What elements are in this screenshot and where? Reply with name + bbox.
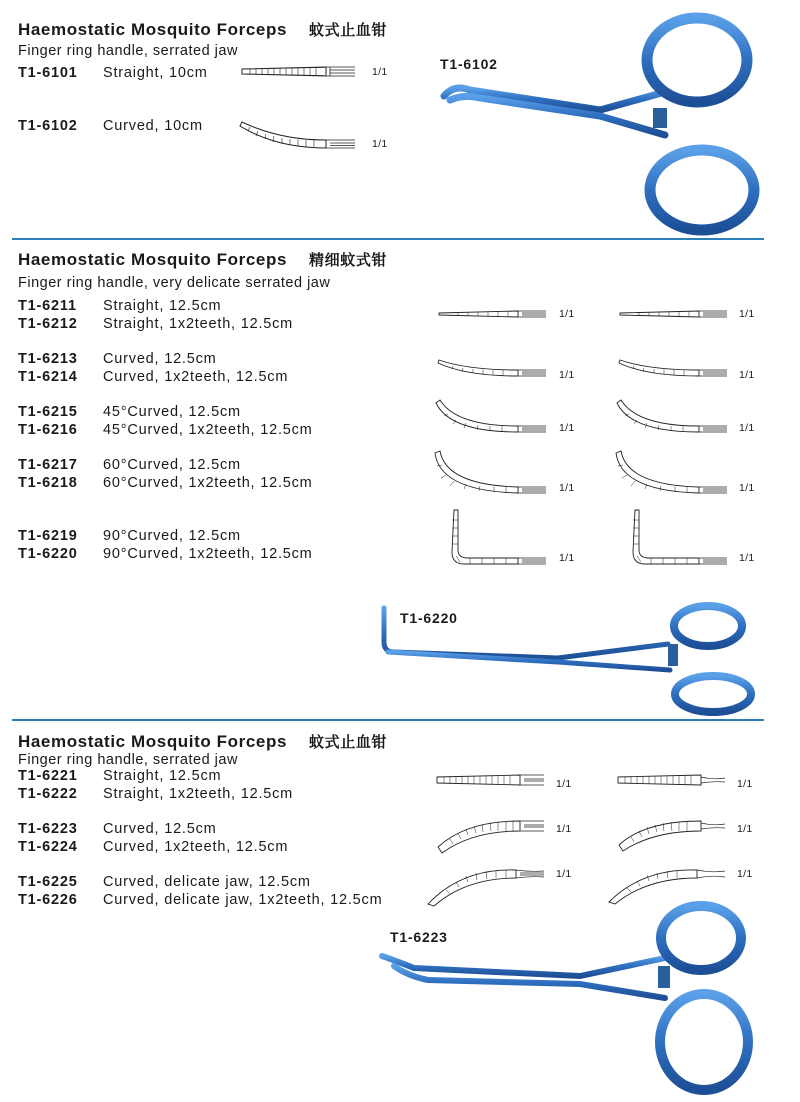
product-row: [18, 528, 241, 544]
product-code: T1-6213: [18, 351, 78, 367]
straight-jaw-teeth-drawing: [617, 773, 729, 787]
product-row: [18, 369, 288, 385]
section-title: [18, 249, 387, 270]
straight-jaw-drawing: [436, 773, 548, 787]
product-row: [18, 351, 217, 367]
90-degree-jaw-teeth-drawing: [629, 508, 731, 566]
product-code: T1-6220: [18, 546, 78, 562]
product-description: Straight, 1x2teeth, 12.5cm: [103, 786, 294, 802]
curved-jaw-drawing: [438, 356, 550, 378]
product-code: T1-6217: [18, 457, 78, 473]
section-subtitle: Finger ring handle, very delicate serrated jaw: [18, 275, 331, 291]
scale-label: 1/1: [737, 868, 753, 880]
product-row: [18, 475, 313, 491]
product-code: T1-6214: [18, 369, 78, 385]
45-degree-jaw-teeth-drawing: [619, 398, 731, 434]
scale-label: 1/1: [372, 66, 388, 78]
scale-label: 1/1: [737, 778, 753, 790]
product-code: T1-6211: [18, 298, 77, 314]
product-description: Straight, 12.5cm: [103, 298, 222, 314]
section-subtitle: Finger ring handle, serrated jaw: [18, 43, 238, 59]
product-code: T1-6225: [18, 874, 78, 890]
product-row: [18, 422, 313, 438]
scale-label: 1/1: [559, 482, 575, 494]
product-description: Curved, 1x2teeth, 12.5cm: [103, 839, 289, 855]
section-title-en: Haemostatic Mosquito Forceps: [18, 732, 288, 751]
scale-label: 1/1: [737, 823, 753, 835]
section-divider: [12, 238, 764, 240]
straight-jaw-drawing: [438, 308, 550, 320]
product-description: 60°Curved, 1x2teeth, 12.5cm: [103, 475, 313, 491]
product-description: Straight, 10cm: [103, 65, 208, 81]
scale-label: 1/1: [739, 422, 755, 434]
section-subtitle: Finger ring handle, serrated jaw: [18, 752, 238, 768]
product-row: [18, 892, 382, 908]
product-row: [18, 298, 221, 314]
product-description: 90°Curved, 12.5cm: [103, 528, 241, 544]
scale-label: 1/1: [556, 868, 572, 880]
section-divider: [12, 719, 764, 721]
product-code: T1-6102: [18, 118, 78, 134]
photo-label: T1-6220: [400, 610, 458, 626]
scale-label: 1/1: [556, 823, 572, 835]
product-row: [18, 768, 221, 784]
product-code: T1-6224: [18, 839, 78, 855]
product-description: Straight, 1x2teeth, 12.5cm: [103, 316, 294, 332]
product-row: [18, 821, 217, 837]
product-row: [18, 316, 293, 332]
product-row: [18, 786, 293, 802]
product-description: Curved, 1x2teeth, 12.5cm: [103, 369, 289, 385]
section-title-en: Haemostatic Mosquito Forceps: [18, 250, 288, 269]
product-code: T1-6101: [18, 65, 78, 81]
product-code: T1-6221: [18, 768, 78, 784]
product-row: [18, 65, 208, 81]
product-code: T1-6226: [18, 892, 78, 908]
product-code: T1-6222: [18, 786, 78, 802]
45-degree-jaw-drawing: [438, 398, 550, 434]
section-title: [18, 731, 387, 752]
product-description: Curved, delicate jaw, 12.5cm: [103, 874, 311, 890]
scale-label: 1/1: [556, 778, 572, 790]
scale-label: 1/1: [559, 308, 575, 320]
product-description: 45°Curved, 1x2teeth, 12.5cm: [103, 422, 313, 438]
product-description: Straight, 12.5cm: [103, 768, 222, 784]
forceps-photo-t1-6223: [380, 900, 765, 1100]
product-code: T1-6212: [18, 316, 78, 332]
scale-label: 1/1: [559, 422, 575, 434]
product-description: Curved, delicate jaw, 1x2teeth, 12.5cm: [103, 892, 383, 908]
product-code: T1-6216: [18, 422, 78, 438]
product-description: 60°Curved, 12.5cm: [103, 457, 241, 473]
curved-jaw-teeth-drawing: [619, 356, 731, 378]
section-title-cn: 蚊式止血钳: [309, 733, 388, 751]
product-row: [18, 404, 241, 420]
section-title: [18, 19, 387, 40]
scale-label: 1/1: [739, 308, 755, 320]
60-degree-jaw-teeth-drawing: [617, 449, 731, 495]
product-row: [18, 118, 203, 134]
scale-label: 1/1: [739, 482, 755, 494]
scale-label: 1/1: [559, 552, 575, 564]
forceps-photo-t1-6220: [378, 600, 763, 718]
photo-label: T1-6223: [390, 929, 448, 945]
product-description: Curved, 12.5cm: [103, 351, 217, 367]
scale-label: 1/1: [739, 552, 755, 564]
product-description: Curved, 12.5cm: [103, 821, 217, 837]
scale-label: 1/1: [372, 138, 388, 150]
curved-jaw-teeth-drawing: [617, 817, 729, 855]
product-row: [18, 839, 288, 855]
product-description: Curved, 10cm: [103, 118, 203, 134]
forceps-photo-t1-6102: [440, 10, 760, 235]
scale-label: 1/1: [559, 369, 575, 381]
section-title-cn: 精细蚊式钳: [309, 251, 388, 269]
product-code: T1-6215: [18, 404, 78, 420]
straight-jaw-teeth-drawing: [619, 308, 731, 320]
product-row: [18, 546, 313, 562]
photo-label: T1-6102: [440, 56, 498, 72]
product-code: T1-6219: [18, 528, 78, 544]
60-degree-jaw-drawing: [436, 449, 550, 495]
product-row: [18, 457, 241, 473]
section-title-cn: 蚊式止血钳: [309, 21, 388, 39]
product-description: 90°Curved, 1x2teeth, 12.5cm: [103, 546, 313, 562]
straight-jaw-drawing: [240, 64, 360, 80]
scale-label: 1/1: [739, 369, 755, 381]
curved-jaw-drawing: [436, 817, 548, 855]
product-description: 45°Curved, 12.5cm: [103, 404, 241, 420]
90-degree-jaw-drawing: [448, 508, 550, 566]
product-code: T1-6218: [18, 475, 78, 491]
product-code: T1-6223: [18, 821, 78, 837]
section-title-en: Haemostatic Mosquito Forceps: [18, 20, 288, 39]
curved-jaw-drawing: [240, 118, 360, 154]
product-row: [18, 874, 311, 890]
